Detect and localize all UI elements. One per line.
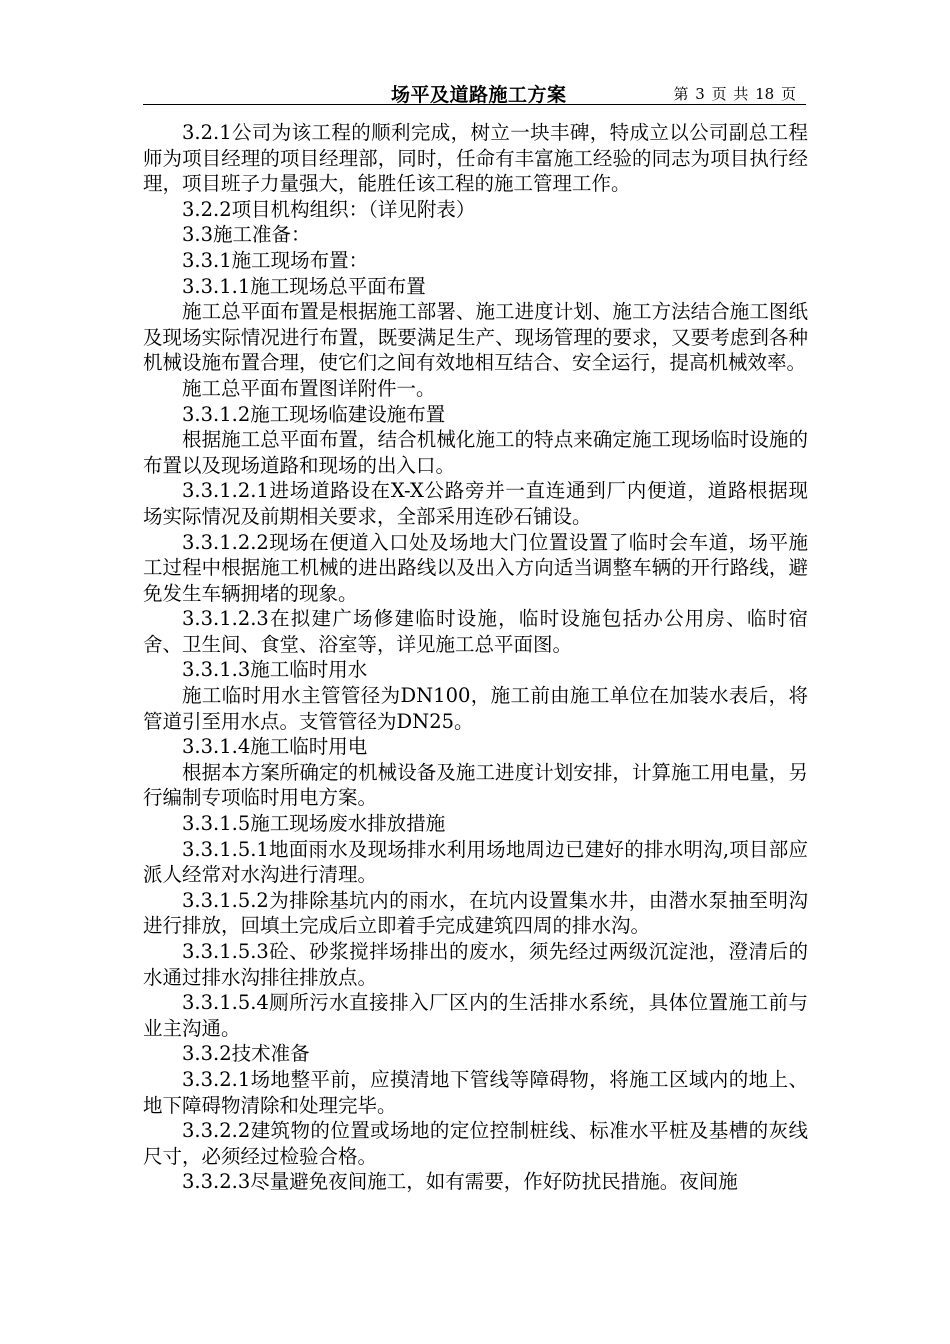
paragraph: 3.3.1.5.1地面雨水及现场排水利用场地周边已建好的排水明沟,项目部应派人经常对水沟进行清理。 [143, 837, 808, 887]
page-number: 第 3 页 共 18 页 [673, 85, 796, 103]
section-heading: 3.3.2技术准备 [182, 1042, 310, 1066]
paragraph: 3.3.2.1场地整平前，应摸清地下管线等障碍物，将施工区域内的地上、地下障碍物清除和处理完毕。 [143, 1067, 808, 1117]
section-heading: 3.3.1.1施工现场总平面布置 [182, 274, 426, 298]
paragraph: 3.3.2.3尽量避免夜间施工，如有需要，作好防扰民措施。夜间施 [182, 1170, 738, 1194]
paragraph: 施工总平面布置是根据施工部署、施工进度计划、施工方法结合施工图纸及现场实际情况进行布置，既要满足生产、现场管理的要求，又要考虑到各种机械设施布置合理，使它们之间有效地相互结合、安全运行，提高机械效率。 [143, 300, 808, 375]
paragraph: 3.2.1公司为该工程的顺利完成，树立一块丰碑，特成立以公司副总工程师为项目经理的项目经理部，同时，任命有丰富施工经验的同志为项目执行经理，项目班子力量强大，能胜任该工程的施工管理工作。 [143, 121, 808, 196]
document-title: 场平及道路施工方案 [391, 84, 567, 106]
paragraph: 3.3.1.5.2为排除基坑内的雨水，在坑内设置集水井，由潜水泵抽至明沟进行排放，回填土完成后立即着手完成建筑四周的排水沟。 [143, 888, 808, 938]
section-heading: 3.3.1.4施工临时用电 [182, 735, 368, 759]
section-heading: 3.3.1.5施工现场废水排放措施 [182, 812, 446, 836]
section-heading: 3.3.1施工现场布置： [182, 248, 369, 272]
paragraph: 3.3.1.2.1进场道路设在X-X公路旁并一直连通到厂内便道，道路根据现场实际情况及前期相关要求，全部采用连砂石铺设。 [143, 479, 808, 528]
section-heading: 3.3.1.3施工临时用水 [182, 658, 368, 682]
paragraph: 3.3.2.2建筑物的位置或场地的定位控制桩线、标准水平桩及基槽的灰线尺寸，必须经过检验合格。 [143, 1119, 808, 1168]
page-header [143, 76, 806, 106]
paragraph: 施工临时用水主管管径为DN100，施工前由施工单位在加装水表后，将管道引至用水点。支管管径为DN25。 [143, 684, 808, 733]
paragraph: 3.3.1.2.3在拟建广场修建临时设施，临时设施包括办公用房、临时宿舍、卫生间、食堂、浴室等，详见施工总平面图。 [143, 607, 808, 656]
document-body [143, 120, 808, 1195]
paragraph: 3.2.2项目机构组织：（详见附表） [182, 197, 476, 221]
paragraph: 施工总平面布置图详附件一。 [182, 376, 436, 400]
paragraph: 根据施工总平面布置，结合机械化施工的特点来确定施工现场临时设施的布置以及现场道路和现场的出入口。 [143, 428, 808, 477]
paragraph: 3.3.1.5.4厕所污水直接排入厂区内的生活排水系统，具体位置施工前与业主沟通。 [143, 991, 808, 1040]
section-heading: 3.3施工准备： [182, 223, 311, 247]
paragraph: 3.3.1.5.3砼、砂浆搅拌场排出的废水，须先经过两级沉淀池，澄清后的水通过排水沟排往排放点。 [143, 940, 808, 989]
paragraph: 3.3.1.2.2现场在便道入口处及场地大门位置设置了临时会车道，场平施工过程中根据施工机械的进出路线以及出入方向适当调整车辆的开行路线，避免发生车辆拥堵的现象。 [143, 530, 808, 605]
header-divider [143, 104, 806, 105]
paragraph: 根据本方案所确定的机械设备及施工进度计划安排，计算施工用电量，另行编制专项临时用电方案。 [143, 760, 808, 810]
section-heading: 3.3.1.2施工现场临建设施布置 [182, 402, 446, 426]
